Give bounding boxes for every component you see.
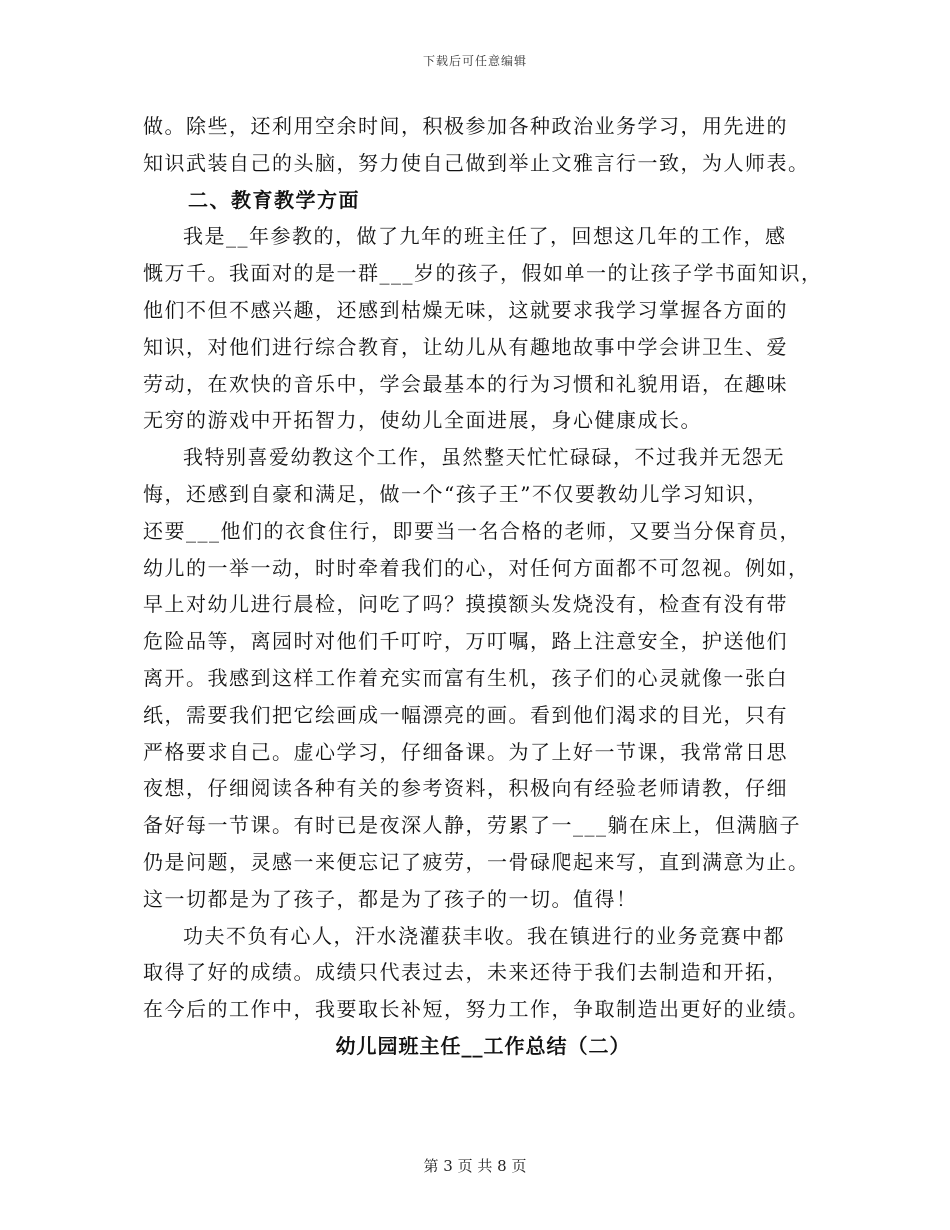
paragraph-line: 离开。我感到这样工作着充实而富有生机，孩子们的心灵就像一张白 <box>143 665 788 690</box>
page-header-note: 下载后可任意编辑 <box>422 54 527 68</box>
paragraph-line: 悔，还感到自豪和满足，做一个“孩子王”不仅要教幼儿学习知识， <box>143 481 769 506</box>
document-subtitle: 幼儿园班主任__工作总结（二） <box>335 1033 631 1058</box>
page-number: 第 3 页 共 8 页 <box>423 1157 527 1175</box>
paragraph-line: 备好每一节课。有时已是夜深人静，劳累了一___躺在床上，但满脑子 <box>143 813 801 838</box>
paragraph-line: 慨万千。我面对的是一群___岁的孩子，假如单一的让孩子学书面知识， <box>143 261 823 286</box>
paragraph-line: 做。除些，还利用空余时间，积极参加各种政治业务学习，用先进的 <box>143 114 788 138</box>
paragraph-line: 在今后的工作中，我要取长补短，努力工作，争取制造出更好的业绩。 <box>143 997 810 1022</box>
paragraph-line: 我是__年参教的，做了九年的班主任了，回想这几年的工作，感 <box>183 224 787 249</box>
paragraph-line: 严格要求自己。虚心学习，仔细备课。为了上好一节课，我常常日思 <box>143 739 788 764</box>
paragraph-line: 功夫不负有心人，汗水浇灌获丰收。我在镇进行的业务竞赛中都 <box>183 923 785 948</box>
paragraph-line: 取得了好的成绩。成绩只代表过去，未来还待于我们去制造和开拓， <box>143 960 788 985</box>
paragraph-line: 幼儿的一举一动，时时牵着我们的心，对任何方面都不可忽视。例如， <box>143 555 810 580</box>
paragraph-line: 早上对幼儿进行晨检，问吃了吗？摸摸额头发烧没有，检查有没有带 <box>143 592 788 617</box>
section-heading: 二、教育教学方面 <box>188 187 360 212</box>
paragraph-line: 纸，需要我们把它绘画成一幅漂亮的画。看到他们渴求的目光，只有 <box>143 702 788 727</box>
paragraph-line: 知识，对他们进行综合教育，让幼儿从有趣地故事中学会讲卫生、爱 <box>143 334 788 359</box>
paragraph-line: 劳动，在欢快的音乐中，学会最基本的行为习惯和礼貌用语，在趣味 <box>143 371 788 396</box>
paragraph-line: 仍是问题，灵感一来便忘记了疲劳，一骨碌爬起来写，直到满意为止。 <box>143 849 810 874</box>
paragraph-line: 还要___他们的衣食住行，即要当一名合格的老师，又要当分保育员， <box>143 518 801 543</box>
paragraph-line: 危险品等，离园时对他们千叮咛，万叮嘱，路上注意安全，护送他们 <box>143 629 788 654</box>
paragraph-line: 这一切都是为了孩子，都是为了孩子的一切。值得！ <box>143 886 638 911</box>
document-body <box>143 108 823 1065</box>
paragraph-line: 无穷的游戏中开拓智力，使幼儿全面进展，身心健康成长。 <box>143 408 702 433</box>
paragraph-line: 夜想，仔细阅读各种有关的参考资料，积极向有经验老师请教，仔细 <box>143 776 788 801</box>
paragraph-line: 他们不但不感兴趣，还感到枯燥无味，这就要求我学习掌握各方面的 <box>143 297 788 322</box>
paragraph-line: 我特别喜爱幼教这个工作，虽然整天忙忙碌碌，不过我并无怨无 <box>183 445 785 470</box>
paragraph-line: 知识武装自己的头脑，努力使自己做到举止文雅言行一致，为人师表。 <box>143 150 810 175</box>
